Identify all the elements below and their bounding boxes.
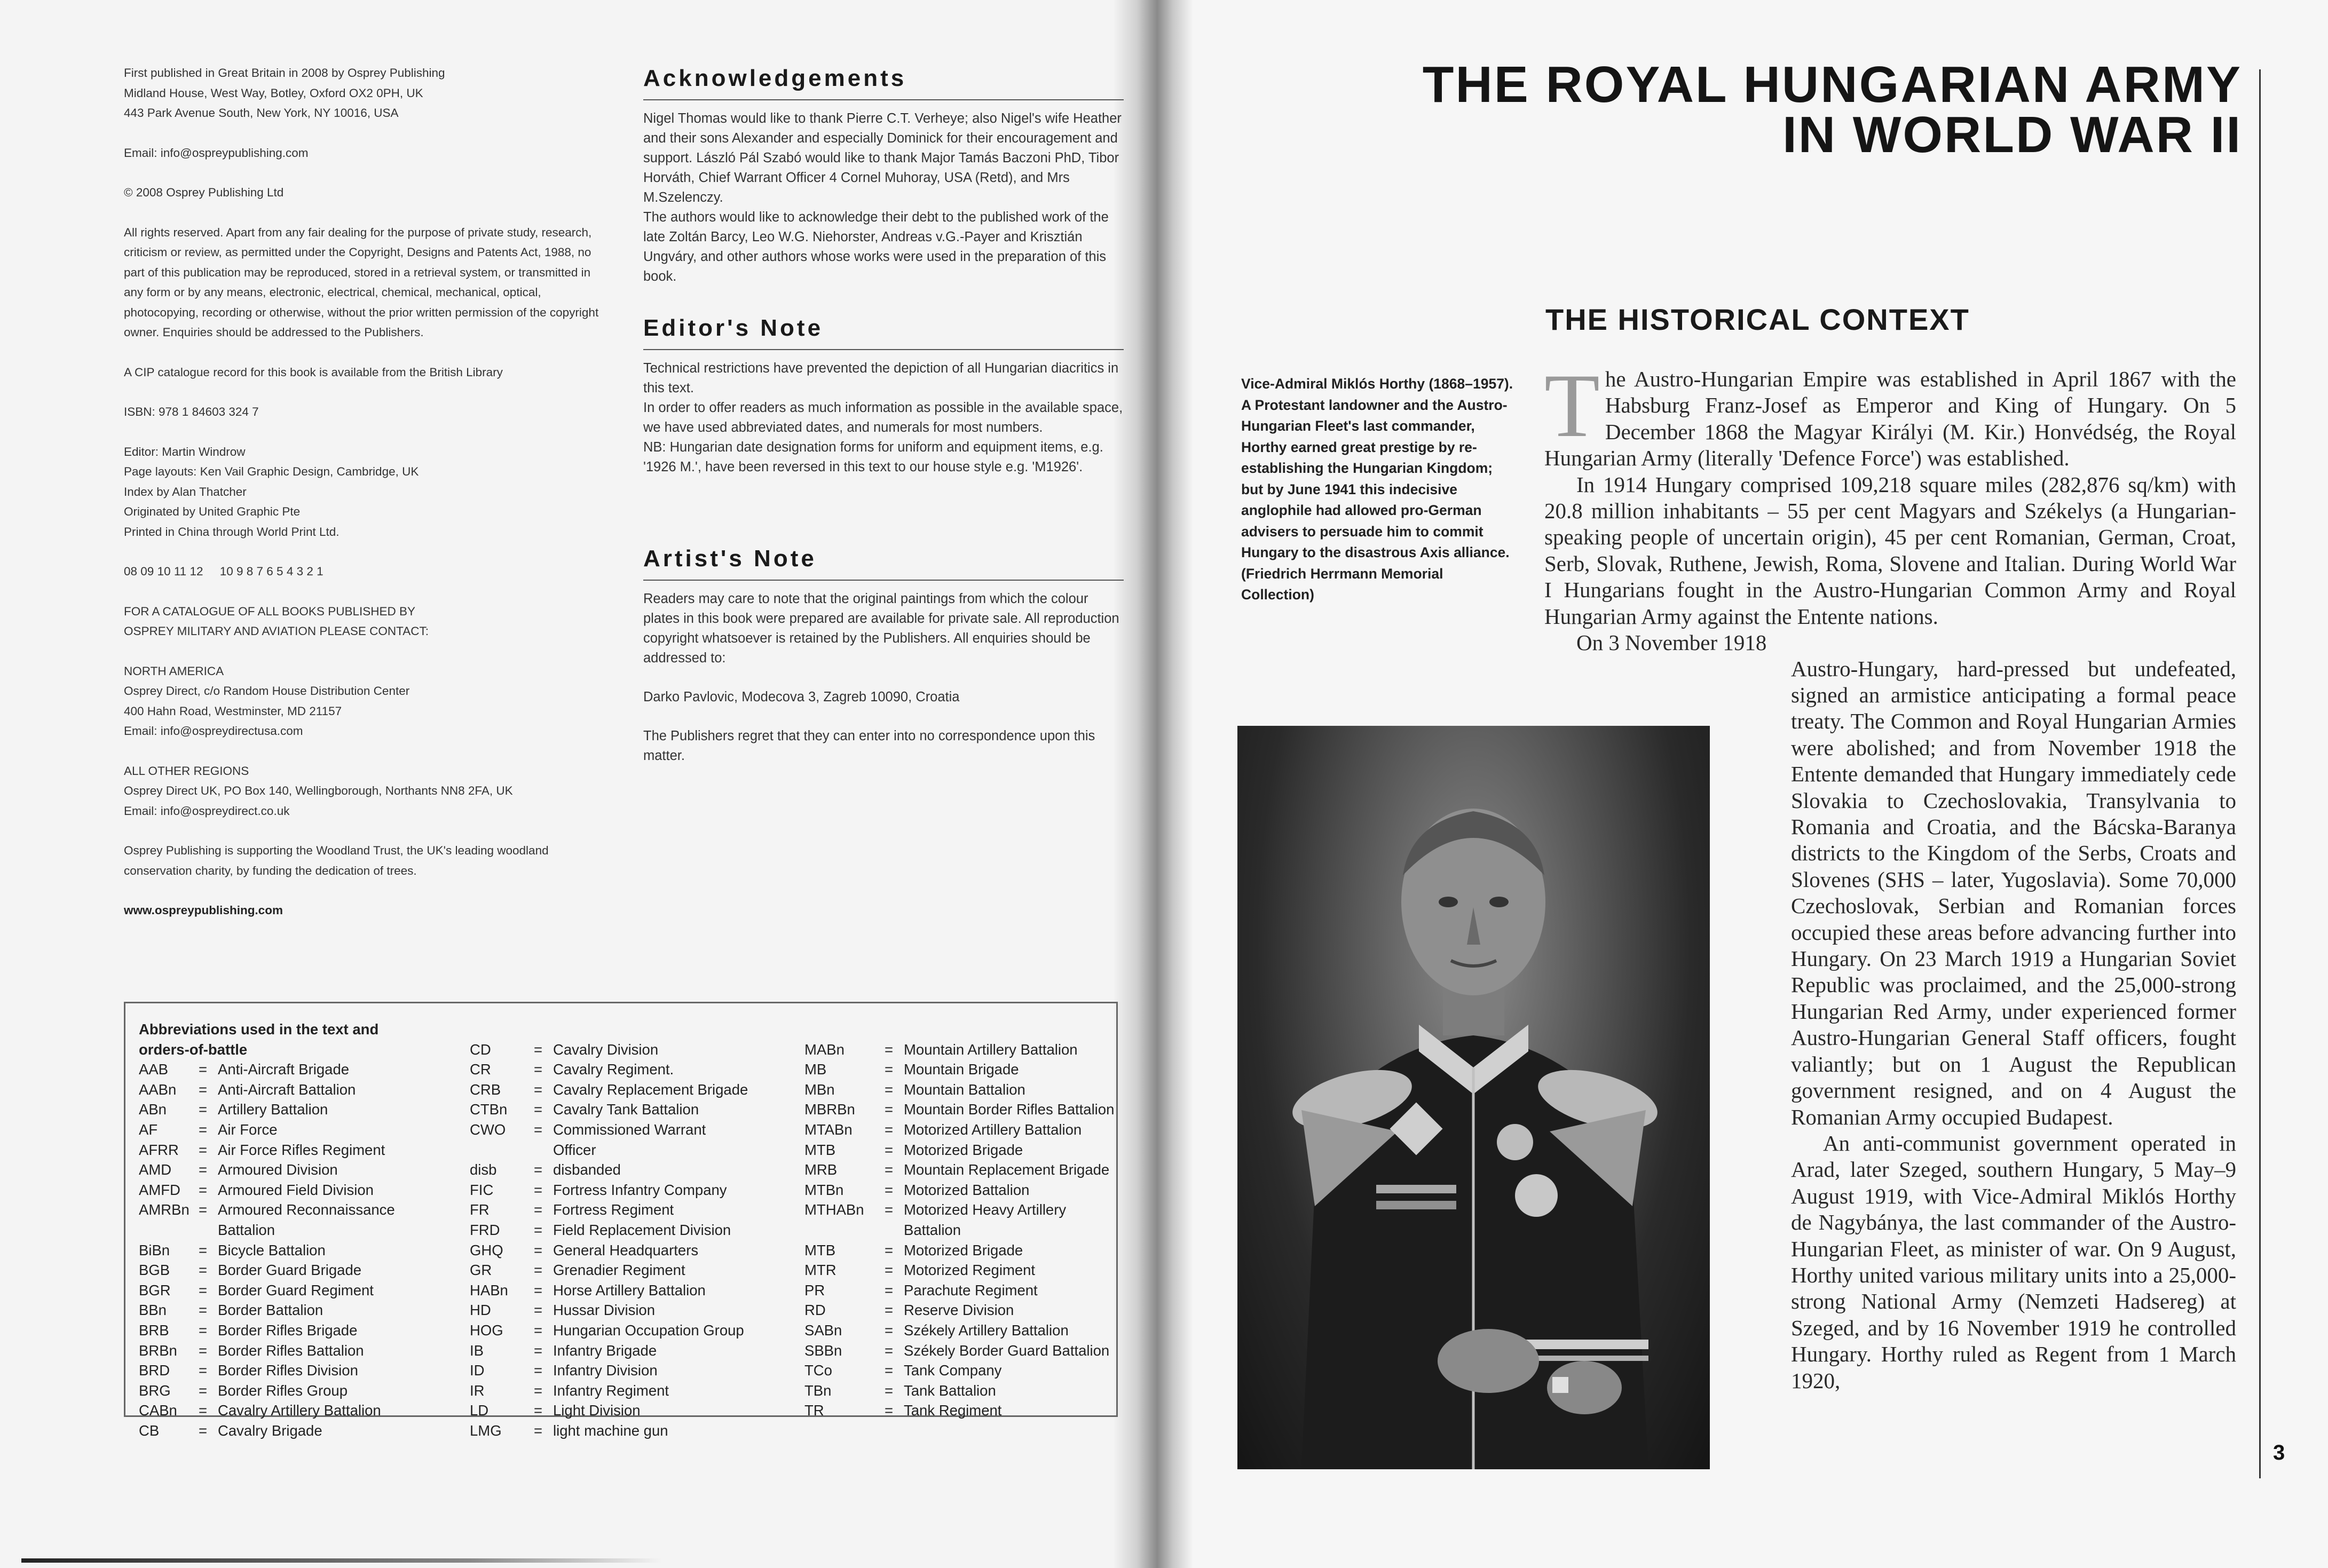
equals-sign: = bbox=[885, 1382, 894, 1399]
equals-sign: = bbox=[199, 1302, 208, 1319]
abbreviation-row bbox=[470, 1040, 801, 1060]
abbreviation-code: HD bbox=[470, 1302, 491, 1319]
abbreviation-code: MTB bbox=[804, 1241, 836, 1258]
abbreviation-meaning: Reserve Division bbox=[904, 1302, 1014, 1319]
abbreviation-row bbox=[804, 1099, 1119, 1120]
artists-note-heading: Artist's Note bbox=[643, 545, 817, 572]
abbreviation-row bbox=[804, 1320, 1119, 1341]
abbreviation-meaning: Field Replacement Division bbox=[553, 1221, 731, 1238]
article-paragraph-4: An anti-communist government operated in Arad, later Szeged, southern Hungary, 5 May–9 August 1919, with Vice-Admiral Miklós Horthy de Nagybánya, the last commander of the Austro-Hungarian Fleet, as minister of war. On 9 August, Horthy united various military units into a 25,000-strong National Army (Nemzeti Hadsereg) at Szeged, and by 16 November 1919 he controlled Hungary. Horthy ruled as Regent from 1 March 1920, bbox=[1791, 1130, 2236, 1393]
abbreviation-meaning: Border Rifles Brigade bbox=[218, 1321, 358, 1339]
print-line: 08 09 10 11 12 10 9 8 7 6 5 4 3 2 1 bbox=[124, 565, 323, 578]
equals-sign: = bbox=[534, 1422, 543, 1439]
abbreviation-code: PR bbox=[804, 1281, 825, 1298]
abbreviation-row bbox=[139, 1200, 480, 1220]
abbreviation-meaning: Cavalry Artillery Battalion bbox=[218, 1402, 381, 1419]
chapter-title: THE ROYAL HUNGARIAN ARMY IN WORLD WAR II bbox=[1422, 56, 2242, 163]
abbreviation-row bbox=[139, 1381, 480, 1401]
abbreviation-code: HABn bbox=[470, 1281, 508, 1298]
abbreviation-code: ID bbox=[470, 1362, 485, 1379]
abbreviation-row bbox=[470, 1421, 801, 1441]
north-america-contact: NORTH AMERICA Osprey Direct, c/o Random House Distribution Center 400 Hahn Road, Westminster, MD 21157 Email: info@ospreydirectusa.com bbox=[124, 664, 410, 738]
abbreviation-row bbox=[804, 1341, 1119, 1361]
equals-sign: = bbox=[885, 1141, 894, 1158]
equals-sign: = bbox=[199, 1241, 208, 1258]
woodland-trust-note: Osprey Publishing is supporting the Woodland Trust, the UK's leading woodland conservation charity, by funding the dedication of trees. bbox=[124, 844, 549, 877]
abbreviation-row bbox=[804, 1140, 1119, 1160]
abbreviation-code: LMG bbox=[470, 1422, 502, 1439]
abbreviation-meaning: Border Guard Regiment bbox=[218, 1281, 374, 1298]
other-regions-contact: ALL OTHER REGIONS Osprey Direct UK, PO Box 140, Wellingborough, Northants NN8 2FA, UK Email: info@ospreydirect.co.uk bbox=[124, 764, 513, 818]
abbreviation-meaning: Székely Artillery Battalion bbox=[904, 1321, 1069, 1339]
equals-sign: = bbox=[885, 1241, 894, 1258]
abbreviation-code: CR bbox=[470, 1061, 491, 1078]
rights-statement: All rights reserved. Apart from any fair dealing for the purpose of private study, research, criticism or review, as permitted under the Copyright, Designs and Patents Act, 1988, no part of this publication may be reproduced, stored in a retrieval system, or transmitted in any form or by any means, electronic, electrical, chemical, mechanical, optical, photocopying, recording or otherwise, without the prior written permission of the copyright owner. Enquiries should be addressed to the Publishers. bbox=[124, 225, 599, 339]
abbreviation-code: GHQ bbox=[470, 1241, 503, 1258]
abbreviation-code: BRB bbox=[139, 1321, 169, 1339]
equals-sign: = bbox=[885, 1081, 894, 1098]
abbreviation-code: CRB bbox=[470, 1081, 501, 1098]
abbreviation-row bbox=[139, 1360, 480, 1381]
abbreviation-row bbox=[470, 1260, 801, 1280]
abbreviation-code: CD bbox=[470, 1041, 491, 1058]
equals-sign: = bbox=[534, 1382, 543, 1399]
artists-note-p3: The Publishers regret that they can enter into no correspondence upon this matter. bbox=[643, 728, 1095, 763]
abbreviation-meaning: Motorized Regiment bbox=[904, 1262, 1036, 1279]
horthy-portrait-photo bbox=[1237, 726, 1710, 1469]
editors-note-section bbox=[643, 315, 1124, 477]
abbreviation-meaning: disbanded bbox=[553, 1161, 621, 1178]
acknowledgements-section bbox=[643, 65, 1124, 287]
article-text-top bbox=[1544, 355, 2236, 656]
abbreviation-row bbox=[804, 1200, 1119, 1220]
abbreviation-meaning: Cavalry Division bbox=[553, 1041, 659, 1058]
abbreviation-row bbox=[470, 1400, 801, 1421]
abbreviations-box bbox=[124, 1002, 1118, 1439]
page-edge-shadow bbox=[21, 1558, 662, 1563]
abbreviation-row bbox=[470, 1120, 801, 1140]
abbreviation-meaning: Anti-Aircraft Battalion bbox=[218, 1081, 356, 1098]
abbreviation-code: MTR bbox=[804, 1262, 836, 1279]
abbreviation-code: MTB bbox=[804, 1141, 836, 1158]
abbreviation-code: CB bbox=[139, 1422, 160, 1439]
abbreviation-meaning: Mountain Replacement Brigade bbox=[904, 1161, 1110, 1178]
abbreviation-code: HOG bbox=[470, 1321, 503, 1339]
abbreviation-row bbox=[470, 1220, 801, 1240]
cip-statement: A CIP catalogue record for this book is available from the British Library bbox=[124, 365, 503, 379]
equals-sign: = bbox=[534, 1101, 543, 1118]
abbreviation-code: AFRR bbox=[139, 1141, 179, 1158]
abbreviation-row bbox=[804, 1260, 1119, 1280]
abbreviation-meaning: Artillery Battalion bbox=[218, 1101, 328, 1118]
website-link[interactable]: www.ospreypublishing.com bbox=[124, 904, 283, 917]
abbreviation-code: MRB bbox=[804, 1161, 838, 1178]
equals-sign: = bbox=[199, 1201, 208, 1218]
equals-sign: = bbox=[534, 1121, 543, 1138]
abbreviation-meaning: Tank Company bbox=[904, 1362, 1002, 1379]
abbreviation-code: TR bbox=[804, 1402, 824, 1419]
abbreviations-column-2 bbox=[470, 1040, 801, 1441]
equals-sign: = bbox=[199, 1402, 208, 1419]
abbreviation-row bbox=[139, 1260, 480, 1280]
artists-note-address: Darko Pavlovic, Modecova 3, Zagreb 10090, Croatia bbox=[643, 690, 960, 704]
abbreviation-row bbox=[139, 1320, 480, 1341]
abbreviation-meaning: General Headquarters bbox=[553, 1241, 699, 1258]
equals-sign: = bbox=[885, 1101, 894, 1118]
abbreviation-code: AF bbox=[139, 1121, 158, 1138]
abbreviation-meaning: Border Guard Brigade bbox=[218, 1262, 362, 1279]
abbreviation-meaning: Horse Artillery Battalion bbox=[553, 1281, 706, 1298]
equals-sign: = bbox=[199, 1081, 208, 1098]
abbreviation-code: GR bbox=[470, 1262, 492, 1279]
portrait-illustration bbox=[1237, 726, 1710, 1469]
abbreviation-code: TCo bbox=[804, 1362, 832, 1379]
abbreviation-row bbox=[139, 1099, 480, 1120]
abbreviation-row bbox=[470, 1099, 801, 1120]
equals-sign: = bbox=[534, 1221, 543, 1238]
abbreviation-meaning: Battalion bbox=[904, 1221, 961, 1238]
article-paragraph-1: The Austro-Hungarian Empire was established in April 1867 with the Habsburg Franz-Josef as Emperor and King of Hungary. On 5 December 1868 the Magyar Királyi (M. Kir.) Honvédség, the Royal Hungarian Army (literally 'Defence Force') was established. bbox=[1544, 355, 2236, 471]
abbreviation-row bbox=[139, 1080, 480, 1100]
abbreviation-code: MTBn bbox=[804, 1181, 844, 1198]
equals-sign: = bbox=[885, 1302, 894, 1319]
equals-sign bbox=[534, 1140, 553, 1160]
heading-rule bbox=[643, 580, 1124, 581]
abbreviation-row bbox=[470, 1240, 801, 1261]
abbreviation-meaning: Motorized Artillery Battalion bbox=[904, 1121, 1082, 1138]
abbreviation-meaning: Border Rifles Group bbox=[218, 1382, 348, 1399]
abbreviation-row bbox=[470, 1200, 801, 1220]
abbreviation-row bbox=[804, 1040, 1119, 1060]
abbreviation-row bbox=[139, 1140, 480, 1160]
abbreviation-row bbox=[139, 1341, 480, 1361]
editors-note-p3: NB: Hungarian date designation forms for uniform and equipment items, e.g. '1926 M.', have been reversed in this text to our house style e.g. 'M1926'. bbox=[643, 440, 1103, 474]
abbreviation-code: MTHABn bbox=[804, 1201, 864, 1218]
abbreviation-code: MBn bbox=[804, 1081, 835, 1098]
margin-rule bbox=[2259, 69, 2261, 1478]
abbreviation-meaning: Armoured Reconnaissance bbox=[218, 1201, 395, 1218]
abbreviation-row bbox=[139, 1300, 480, 1320]
abbreviation-meaning: Cavalry Replacement Brigade bbox=[553, 1081, 748, 1098]
abbreviation-code: IB bbox=[470, 1342, 484, 1359]
abbreviation-meaning: Motorized Brigade bbox=[904, 1241, 1023, 1258]
abbreviation-meaning: Cavalry Regiment. bbox=[553, 1061, 674, 1078]
acknowledgements-heading: Acknowledgements bbox=[643, 65, 907, 91]
abbreviation-row bbox=[470, 1341, 801, 1361]
abbreviation-row bbox=[139, 1400, 480, 1421]
abbreviation-code: SBBn bbox=[804, 1342, 842, 1359]
abbreviation-code: AABn bbox=[139, 1081, 177, 1098]
equals-sign: = bbox=[534, 1181, 543, 1198]
heading-rule bbox=[643, 99, 1124, 100]
abbreviation-meaning: Border Rifles Battalion bbox=[218, 1342, 364, 1359]
article-paragraph-2: In 1914 Hungary comprised 109,218 square miles (282,876 sq/km) with 20.8 million inhabitants – 55 per cent Magyars and Székelys (a Hungarian-speaking people of uncertain origin), 45 per cent Romanian, German, Croat, Serb, Slovak, Ruthene, Jewish, Roma, Slovene and Italian. During World War I Hungarians fought in the Austro-Hungarian Common Army and Royal Hungarian Army against the Entente nations. bbox=[1544, 472, 2236, 629]
equals-sign: = bbox=[534, 1081, 543, 1098]
abbreviation-row bbox=[470, 1300, 801, 1320]
abbreviation-code: BGB bbox=[139, 1262, 170, 1279]
article-paragraph-3-start: On 3 November 1918 bbox=[1576, 630, 1767, 655]
editors-note-heading: Editor's Note bbox=[643, 315, 824, 341]
abbreviation-row bbox=[804, 1180, 1119, 1200]
abbreviation-code: MB bbox=[804, 1061, 827, 1078]
abbreviation-code: MTABn bbox=[804, 1121, 853, 1138]
abbreviation-meaning: Hungarian Occupation Group bbox=[553, 1321, 744, 1339]
abbreviation-row bbox=[804, 1381, 1119, 1401]
abbreviation-row bbox=[804, 1120, 1119, 1140]
abbreviation-meaning: Tank Battalion bbox=[904, 1382, 996, 1399]
abbreviation-meaning: Mountain Artillery Battalion bbox=[904, 1041, 1078, 1058]
abbreviation-meaning: Mountain Battalion bbox=[904, 1081, 1025, 1098]
equals-sign: = bbox=[199, 1321, 208, 1339]
abbreviations-heading: Abbreviations used in the text and orders-of-battle bbox=[139, 1021, 379, 1058]
equals-sign: = bbox=[534, 1061, 543, 1078]
publisher-email: Email: info@ospreypublishing.com bbox=[124, 146, 309, 160]
abbreviation-row bbox=[804, 1280, 1119, 1301]
equals-sign: = bbox=[199, 1101, 208, 1118]
equals-sign: = bbox=[199, 1342, 208, 1359]
abbreviation-meaning: light machine gun bbox=[553, 1422, 668, 1439]
abbreviation-code: BRBn bbox=[139, 1342, 177, 1359]
equals-sign: = bbox=[199, 1281, 208, 1298]
equals-sign: = bbox=[885, 1181, 894, 1198]
abbreviation-row bbox=[470, 1160, 801, 1180]
equals-sign: = bbox=[885, 1041, 894, 1058]
abbreviation-row bbox=[470, 1059, 801, 1080]
abbreviations-column-1 bbox=[139, 1019, 480, 1440]
abbreviation-meaning: Mountain Brigade bbox=[904, 1061, 1019, 1078]
abbreviation-meaning: Infantry Regiment bbox=[553, 1382, 669, 1399]
equals-sign: = bbox=[885, 1121, 894, 1138]
abbreviation-row bbox=[470, 1320, 801, 1341]
equals-sign: = bbox=[199, 1061, 208, 1078]
equals-sign bbox=[199, 1220, 218, 1240]
abbreviation-row bbox=[139, 1240, 480, 1261]
equals-sign: = bbox=[534, 1402, 543, 1419]
equals-sign: = bbox=[885, 1402, 894, 1419]
equals-sign: = bbox=[534, 1302, 543, 1319]
abbreviation-code: SABn bbox=[804, 1321, 842, 1339]
abbreviation-row bbox=[804, 1300, 1119, 1320]
abbreviation-code: AMD bbox=[139, 1161, 172, 1178]
abbreviation-meaning: Grenadier Regiment bbox=[553, 1262, 685, 1279]
abbreviation-code: BRD bbox=[139, 1362, 170, 1379]
equals-sign: = bbox=[199, 1262, 208, 1279]
abbreviation-meaning: Air Force bbox=[218, 1121, 278, 1138]
abbreviation-code: BRG bbox=[139, 1382, 171, 1399]
equals-sign: = bbox=[885, 1362, 894, 1379]
abbreviation-meaning: Commissioned Warrant bbox=[553, 1121, 706, 1138]
abbreviation-row bbox=[139, 1421, 480, 1441]
abbreviation-meaning: Tank Regiment bbox=[904, 1402, 1002, 1419]
abbreviation-code: FRD bbox=[470, 1221, 500, 1238]
page-number: 3 bbox=[2273, 1441, 2285, 1464]
acknowledgements-p1: Nigel Thomas would like to thank Pierre C.T. Verheye; also Nigel's wife Heather and their sons Alexander and especially Dominick for their encouragement and support. László Pál Szabó would like to thank Major Tamás Baczoni PhD, Tibor Horváth, Chief Warrant Officer 4 Cornel Muhoray, USA (Retd), and Mrs M.Szelenczy. bbox=[643, 111, 1122, 205]
abbreviation-row bbox=[139, 1280, 480, 1301]
abbreviation-meaning: Air Force Rifles Regiment bbox=[218, 1141, 385, 1158]
abbreviation-code: BBn bbox=[139, 1302, 167, 1319]
publisher-address: First published in Great Britain in 2008 by Osprey Publishing Midland House, West Way, Botley, Oxford OX2 0PH, UK 443 Park Avenue South, New York, NY 10016, USA bbox=[124, 66, 445, 120]
abbreviation-code bbox=[470, 1140, 534, 1160]
equals-sign: = bbox=[199, 1362, 208, 1379]
abbreviation-row bbox=[804, 1160, 1119, 1180]
abbreviation-meaning: Armoured Field Division bbox=[218, 1181, 374, 1198]
editors-note-p2: In order to offer readers as much information as possible in the available space, we have used abbreviated dates, and numerals for most numbers. bbox=[643, 400, 1123, 435]
abbreviation-row bbox=[470, 1280, 801, 1301]
abbreviation-row bbox=[139, 1120, 480, 1140]
equals-sign: = bbox=[534, 1321, 543, 1339]
article-text-column bbox=[1791, 656, 2236, 1394]
copyright-line: © 2008 Osprey Publishing Ltd bbox=[124, 186, 284, 199]
imprint-column bbox=[124, 63, 604, 940]
equals-sign: = bbox=[885, 1262, 894, 1279]
abbreviation-meaning: Bicycle Battalion bbox=[218, 1241, 326, 1258]
drop-cap: T bbox=[1544, 355, 1600, 456]
equals-sign: = bbox=[199, 1141, 208, 1158]
abbreviation-row bbox=[139, 1220, 480, 1240]
abbreviation-meaning: Border Battalion bbox=[218, 1302, 323, 1319]
abbreviation-meaning: Battalion bbox=[218, 1221, 275, 1238]
abbreviation-code: MABn bbox=[804, 1041, 845, 1058]
abbreviation-meaning: Infantry Division bbox=[553, 1362, 658, 1379]
abbreviation-meaning: Fortress Regiment bbox=[553, 1201, 674, 1218]
artists-note-section bbox=[643, 545, 1124, 766]
abbreviation-row bbox=[804, 1400, 1119, 1421]
abbreviation-meaning: Armoured Division bbox=[218, 1161, 338, 1178]
abbreviation-meaning: Motorized Battalion bbox=[904, 1181, 1030, 1198]
abbreviation-code: BGR bbox=[139, 1281, 171, 1298]
abbreviation-meaning: Székely Border Guard Battalion bbox=[904, 1342, 1110, 1359]
abbreviation-row bbox=[804, 1080, 1119, 1100]
section-heading: THE HISTORICAL CONTEXT bbox=[1545, 303, 1970, 336]
article-paragraph-3: Austro-Hungary, hard-pressed but undefeated, signed an armistice anticipating a formal peace treaty. The Common and Royal Hungarian Armies were abolished; and from November 1918 the Entente demanded that Hungary immediately cede Slovakia to Czechoslovakia, Transylvania to Romania and Croatia, and the Bácska-Baranya districts to the Kingdom of the Serbs, Croats and Slovenes (SHS – later, Yugoslavia). Some 70,000 Czechoslovak, Serbian and Romanian forces occupied these areas before advancing further into Hungary. On 23 March 1919 a Hungarian Soviet Republic was proclaimed, and the 25,000-strong Hungarian Red Army, under experienced former Austro-Hungarian General Staff officers, fought valiantly; but on 1 August the Republican government resigned, and on 4 August the Romanian Army occupied Budapest. bbox=[1791, 656, 2236, 1129]
abbreviation-meaning: Officer bbox=[553, 1141, 596, 1158]
editors-note-p1: Technical restrictions have prevented the depiction of all Hungarian diacritics in this text. bbox=[643, 361, 1119, 395]
abbreviation-row bbox=[470, 1140, 801, 1160]
abbreviation-meaning: Cavalry Tank Battalion bbox=[553, 1101, 699, 1118]
catalogue-contact: FOR A CATALOGUE OF ALL BOOKS PUBLISHED BY OSPREY MILITARY AND AVIATION PLEASE CONTACT: bbox=[124, 604, 429, 638]
abbreviation-code: TBn bbox=[804, 1382, 832, 1399]
abbreviation-meaning: Motorized Heavy Artillery bbox=[904, 1201, 1067, 1218]
equals-sign: = bbox=[534, 1161, 543, 1178]
equals-sign: = bbox=[199, 1422, 208, 1439]
abbreviation-code: FR bbox=[470, 1201, 490, 1218]
abbreviation-code: MBRBn bbox=[804, 1101, 855, 1118]
equals-sign: = bbox=[534, 1201, 543, 1218]
book-gutter bbox=[1113, 0, 1193, 1568]
abbreviation-code: LD bbox=[470, 1402, 489, 1419]
abbreviation-code: ABn bbox=[139, 1101, 167, 1118]
abbreviation-row bbox=[470, 1180, 801, 1200]
artists-note-p1: Readers may care to note that the original paintings from which the colour plates in this book were prepared are available for private sale. All reproduction copyright whatsoever is retained by the Publishers. All enquiries should be addressed to: bbox=[643, 591, 1119, 666]
abbreviation-meaning: Motorized Brigade bbox=[904, 1141, 1023, 1158]
acknowledgements-p2: The authors would like to acknowledge their debt to the published work of the late Zoltán Barcy, Leo W.G. Niehorster, Andreas v.G.-Payer and Krisztián Ungváry, and other authors whose works were used in the preparation of this book. bbox=[643, 210, 1109, 284]
abbreviation-meaning: Hussar Division bbox=[553, 1302, 656, 1319]
abbreviation-row bbox=[470, 1381, 801, 1401]
equals-sign: = bbox=[199, 1121, 208, 1138]
equals-sign bbox=[885, 1220, 904, 1240]
abbreviation-row bbox=[139, 1160, 480, 1180]
abbreviation-meaning: Border Rifles Division bbox=[218, 1362, 358, 1379]
heading-rule bbox=[643, 349, 1124, 350]
equals-sign: = bbox=[885, 1281, 894, 1298]
abbreviation-row bbox=[470, 1360, 801, 1381]
equals-sign: = bbox=[534, 1241, 543, 1258]
abbreviation-code: RD bbox=[804, 1302, 826, 1319]
abbreviation-row bbox=[804, 1240, 1119, 1261]
abbreviation-meaning: Parachute Regiment bbox=[904, 1281, 1038, 1298]
abbreviation-code bbox=[139, 1220, 199, 1240]
equals-sign: = bbox=[199, 1161, 208, 1178]
equals-sign: = bbox=[199, 1382, 208, 1399]
equals-sign: = bbox=[885, 1321, 894, 1339]
abbreviation-meaning: Mountain Border Rifles Battalion bbox=[904, 1101, 1115, 1118]
abbreviation-meaning: Anti-Aircraft Brigade bbox=[218, 1061, 350, 1078]
abbreviation-meaning: Light Division bbox=[553, 1402, 641, 1419]
abbreviation-code: FIC bbox=[470, 1181, 494, 1198]
equals-sign: = bbox=[199, 1181, 208, 1198]
equals-sign: = bbox=[885, 1161, 894, 1178]
equals-sign: = bbox=[885, 1342, 894, 1359]
abbreviation-meaning: Fortress Infantry Company bbox=[553, 1181, 727, 1198]
abbreviation-code: CTBn bbox=[470, 1101, 508, 1118]
abbreviation-code: CWO bbox=[470, 1121, 506, 1138]
abbreviation-code: IR bbox=[470, 1382, 485, 1399]
equals-sign: = bbox=[885, 1061, 894, 1078]
abbreviation-code: AAB bbox=[139, 1061, 169, 1078]
abbreviation-row bbox=[139, 1180, 480, 1200]
abbreviation-meaning: Cavalry Brigade bbox=[218, 1422, 322, 1439]
equals-sign: = bbox=[534, 1362, 543, 1379]
abbreviation-code: AMRBn bbox=[139, 1201, 190, 1218]
abbreviation-row bbox=[804, 1360, 1119, 1381]
abbreviation-code: BiBn bbox=[139, 1241, 170, 1258]
isbn: ISBN: 978 1 84603 324 7 bbox=[124, 405, 259, 418]
abbreviation-code: CABn bbox=[139, 1402, 177, 1419]
equals-sign: = bbox=[534, 1281, 543, 1298]
abbreviation-code: AMFD bbox=[139, 1181, 180, 1198]
abbreviation-row bbox=[470, 1080, 801, 1100]
equals-sign: = bbox=[534, 1262, 543, 1279]
abbreviation-row bbox=[139, 1059, 480, 1080]
photo-caption: Vice-Admiral Miklós Horthy (1868–1957). A Protestant landowner and the Austro-Hungarian Fleet's last commander, Horthy earned great prestige by re-establishing the Hungarian Kingdom; but by June 1941 this indecisive anglophile had allowed pro-German advisers to persuade him to commit Hungary to the disastrous Axis alliance. (Friedrich Herrmann Memorial Collection) bbox=[1241, 376, 1513, 603]
abbreviation-meaning: Infantry Brigade bbox=[553, 1342, 657, 1359]
abbreviation-code bbox=[804, 1220, 885, 1240]
equals-sign: = bbox=[885, 1201, 894, 1218]
abbreviation-row bbox=[804, 1220, 1119, 1240]
production-credits: Editor: Martin Windrow Page layouts: Ken Vail Graphic Design, Cambridge, UK Index by Alan Thatcher Originated by United Graphic Pte Printed in China through World Print Ltd. bbox=[124, 445, 419, 538]
equals-sign: = bbox=[534, 1041, 543, 1058]
equals-sign: = bbox=[534, 1342, 543, 1359]
abbreviation-code: disb bbox=[470, 1161, 497, 1178]
abbreviations-column-3 bbox=[804, 1040, 1119, 1421]
abbreviation-row bbox=[804, 1059, 1119, 1080]
